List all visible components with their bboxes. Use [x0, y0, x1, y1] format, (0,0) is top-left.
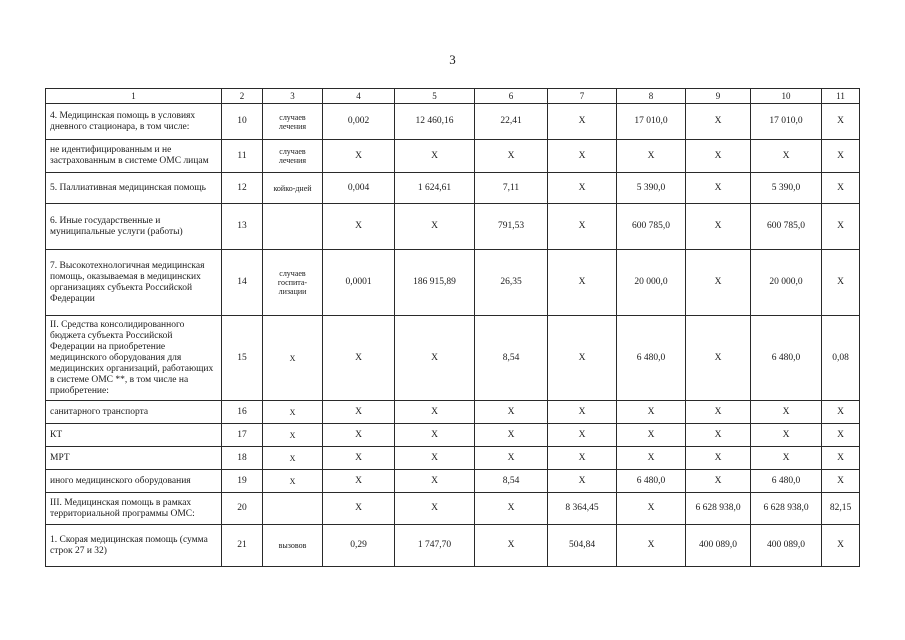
value-cell: Х	[323, 401, 395, 424]
value-cell: 0,0001	[323, 250, 395, 316]
value-cell: Х	[686, 424, 751, 447]
table-row	[46, 401, 860, 424]
value-cell: 6 480,0	[751, 470, 822, 493]
table-row	[46, 140, 860, 173]
header-cell: 1	[46, 89, 222, 104]
value-cell: Х	[548, 140, 617, 173]
value-cell: Х	[548, 401, 617, 424]
row-name: 6. Иные государственные и муниципальные услуги (работы)	[46, 204, 222, 250]
value-cell: Х	[395, 493, 475, 525]
value-cell: Х	[822, 401, 860, 424]
value-cell: 6 480,0	[617, 316, 686, 401]
unit-cell: Х	[263, 424, 323, 447]
header-cell: 2	[222, 89, 263, 104]
value-cell: Х	[686, 316, 751, 401]
unit-cell: случаев лечения	[263, 140, 323, 173]
value-cell: Х	[323, 204, 395, 250]
value-cell: Х	[323, 140, 395, 173]
value-cell: Х	[617, 424, 686, 447]
table-row	[46, 250, 860, 316]
value-cell: Х	[475, 140, 548, 173]
header-cell: 10	[751, 89, 822, 104]
table-row	[46, 424, 860, 447]
value-cell: 20 000,0	[751, 250, 822, 316]
row-name: иного медицинского оборудования	[46, 470, 222, 493]
value-cell: Х	[475, 525, 548, 567]
row-name: МРТ	[46, 447, 222, 470]
value-cell: Х	[686, 204, 751, 250]
value-cell: Х	[475, 424, 548, 447]
row-name: II. Средства консолидированного бюджета субъекта Российской Федерации на приобретение медицинского оборудования для медицинских организаций, работающих в системе ОМС **, в том числе на приобретение:	[46, 316, 222, 401]
header-cell: 4	[323, 89, 395, 104]
table-row	[46, 204, 860, 250]
budget-table	[45, 88, 860, 567]
value-cell: 600 785,0	[617, 204, 686, 250]
header-cell: 6	[475, 89, 548, 104]
value-cell: Х	[822, 470, 860, 493]
value-cell: Х	[822, 204, 860, 250]
value-cell: Х	[475, 447, 548, 470]
value-cell: 6 480,0	[617, 470, 686, 493]
value-cell: Х	[548, 250, 617, 316]
value-cell: Х	[822, 424, 860, 447]
value-cell: Х	[395, 401, 475, 424]
value-cell: Х	[395, 470, 475, 493]
value-cell: 8 364,45	[548, 493, 617, 525]
unit-cell	[263, 204, 323, 250]
value-cell: Х	[822, 447, 860, 470]
value-cell: 1 624,61	[395, 173, 475, 204]
value-cell: Х	[822, 104, 860, 140]
value-cell: 0,002	[323, 104, 395, 140]
header-cell: 9	[686, 89, 751, 104]
value-cell: Х	[323, 316, 395, 401]
value-cell: Х	[686, 104, 751, 140]
unit-cell: вызовов	[263, 525, 323, 567]
value-cell: Х	[822, 250, 860, 316]
value-cell: Х	[548, 316, 617, 401]
unit-cell	[263, 493, 323, 525]
row-name: КТ	[46, 424, 222, 447]
header-cell: 3	[263, 89, 323, 104]
value-cell: Х	[686, 470, 751, 493]
row-number: 14	[222, 250, 263, 316]
unit-cell: Х	[263, 447, 323, 470]
value-cell: Х	[323, 493, 395, 525]
value-cell: 20 000,0	[617, 250, 686, 316]
value-cell: 5 390,0	[751, 173, 822, 204]
value-cell: Х	[548, 470, 617, 493]
value-cell: Х	[617, 493, 686, 525]
value-cell: Х	[548, 173, 617, 204]
value-cell: Х	[686, 140, 751, 173]
row-number: 21	[222, 525, 263, 567]
value-cell: Х	[323, 424, 395, 447]
unit-cell: Х	[263, 470, 323, 493]
value-cell: Х	[617, 447, 686, 470]
row-number: 20	[222, 493, 263, 525]
value-cell: 7,11	[475, 173, 548, 204]
row-name: 1. Скорая медицинская помощь (сумма строк 27 и 32)	[46, 525, 222, 567]
value-cell: 791,53	[475, 204, 548, 250]
value-cell: Х	[323, 447, 395, 470]
value-cell: Х	[617, 401, 686, 424]
value-cell: Х	[395, 140, 475, 173]
value-cell: 6 480,0	[751, 316, 822, 401]
table-row	[46, 104, 860, 140]
value-cell: Х	[548, 447, 617, 470]
value-cell: Х	[822, 173, 860, 204]
table-row	[46, 493, 860, 525]
table-row	[46, 470, 860, 493]
value-cell: 1 747,70	[395, 525, 475, 567]
value-cell: 5 390,0	[617, 173, 686, 204]
value-cell: Х	[686, 447, 751, 470]
value-cell: Х	[548, 104, 617, 140]
value-cell: Х	[751, 140, 822, 173]
row-name: не идентифицированным и не застрахованным в системе ОМС лицам	[46, 140, 222, 173]
value-cell: 400 089,0	[751, 525, 822, 567]
value-cell: Х	[686, 250, 751, 316]
value-cell: Х	[751, 401, 822, 424]
value-cell: Х	[323, 470, 395, 493]
row-name: 4. Медицинская помощь в условиях дневного стационара, в том числе:	[46, 104, 222, 140]
table-row	[46, 447, 860, 470]
row-number: 12	[222, 173, 263, 204]
value-cell: Х	[475, 401, 548, 424]
value-cell: Х	[822, 140, 860, 173]
value-cell: Х	[395, 204, 475, 250]
row-number: 19	[222, 470, 263, 493]
value-cell: 0,004	[323, 173, 395, 204]
value-cell: Х	[475, 493, 548, 525]
value-cell: 17 010,0	[617, 104, 686, 140]
value-cell: Х	[686, 173, 751, 204]
value-cell: 504,84	[548, 525, 617, 567]
value-cell: 8,54	[475, 470, 548, 493]
row-number: 18	[222, 447, 263, 470]
value-cell: 400 089,0	[686, 525, 751, 567]
row-number: 16	[222, 401, 263, 424]
table-row	[46, 173, 860, 204]
value-cell: Х	[395, 447, 475, 470]
value-cell: Х	[617, 525, 686, 567]
value-cell: Х	[395, 316, 475, 401]
row-number: 10	[222, 104, 263, 140]
page-number: 3	[449, 52, 456, 67]
header-cell: 7	[548, 89, 617, 104]
table-row	[46, 316, 860, 401]
value-cell: 0,29	[323, 525, 395, 567]
table-row	[46, 525, 860, 567]
table-body	[46, 104, 860, 567]
unit-cell: случаев лечения	[263, 104, 323, 140]
row-name: 5. Паллиативная медицинская помощь	[46, 173, 222, 204]
value-cell: Х	[822, 525, 860, 567]
row-number: 17	[222, 424, 263, 447]
unit-cell: Х	[263, 401, 323, 424]
row-name: III. Медицинская помощь в рамках территориальной программы ОМС:	[46, 493, 222, 525]
value-cell: Х	[686, 401, 751, 424]
unit-cell: койко-дней	[263, 173, 323, 204]
value-cell: 12 460,16	[395, 104, 475, 140]
value-cell: Х	[548, 204, 617, 250]
row-name: санитарного транспорта	[46, 401, 222, 424]
row-number: 11	[222, 140, 263, 173]
row-number: 13	[222, 204, 263, 250]
value-cell: Х	[751, 447, 822, 470]
header-cell: 8	[617, 89, 686, 104]
value-cell: Х	[548, 424, 617, 447]
value-cell: 6 628 938,0	[751, 493, 822, 525]
value-cell: 600 785,0	[751, 204, 822, 250]
value-cell: 8,54	[475, 316, 548, 401]
value-cell: 22,41	[475, 104, 548, 140]
header-cell: 5	[395, 89, 475, 104]
row-number: 15	[222, 316, 263, 401]
value-cell: 186 915,89	[395, 250, 475, 316]
value-cell: Х	[617, 140, 686, 173]
value-cell: 6 628 938,0	[686, 493, 751, 525]
row-name: 7. Высокотехнологичная медицинская помощь, оказываемая в медицинских организациях субъекта Российской Федерации	[46, 250, 222, 316]
value-cell: 17 010,0	[751, 104, 822, 140]
value-cell: Х	[751, 424, 822, 447]
value-cell: Х	[395, 424, 475, 447]
header-cell: 11	[822, 89, 860, 104]
unit-cell: случаев госпита-лизации	[263, 250, 323, 316]
value-cell: 26,35	[475, 250, 548, 316]
value-cell: 0,08	[822, 316, 860, 401]
header-row	[46, 89, 860, 104]
unit-cell: Х	[263, 316, 323, 401]
value-cell: 82,15	[822, 493, 860, 525]
